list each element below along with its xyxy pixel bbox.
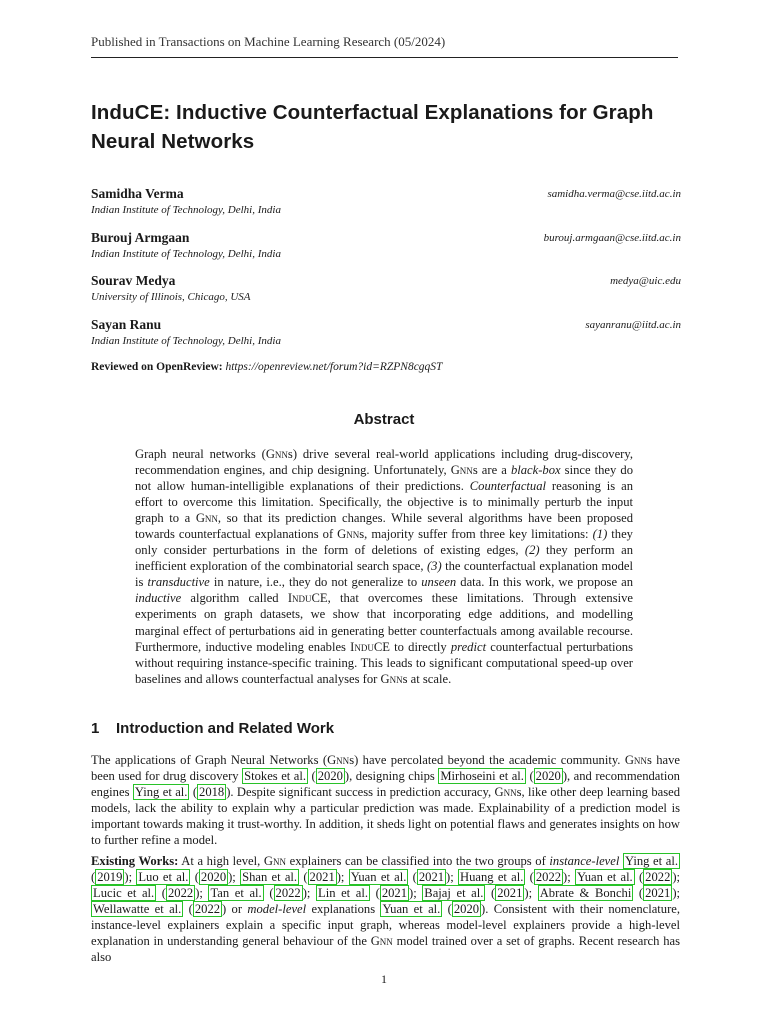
author-block	[91, 273, 681, 303]
body-text: s, like other deep learning based models, lack the ability to explain why a particular prediction was made. Explainability of a prediction model is important towards making it trust-worthy. In addition, it sheds light on potential flaws and generates insights on how to further refine a model.	[91, 785, 681, 848]
body-text: (	[189, 785, 198, 800]
abstract-text: , that overcomes these limitations. Through extensive experiments on graph datasets, we show that incorporating edge additions, and modelling marginal effect of perturbations aid in generating better counterfactuals among available recourse. Furthermore, inductive modeling enables	[135, 591, 633, 654]
paper-title: InduCE: Inductive Counterfactual Explanations for Graph Neural Networks	[91, 101, 654, 153]
body-text: . Consistent with their nomenclature, instance-level explainers explain a specific input graph, whereas model-level explainers provide a high-level explanation in understanding general behaviour of the	[91, 902, 681, 949]
author-affiliation: Indian Institute of Technology, Delhi, India	[91, 335, 281, 347]
author-affiliation: Indian Institute of Technology, Delhi, India	[91, 248, 281, 260]
section-heading	[91, 720, 334, 737]
abstract-text: s, majority suffer from three key limitations:	[359, 527, 593, 542]
emphasis-text: inductive	[135, 591, 182, 606]
gnn-acronym: Gnn	[327, 753, 350, 767]
citation-year-link[interactable]: 2019	[97, 870, 123, 885]
abstract-text: s are a	[472, 463, 511, 478]
header-rule	[91, 57, 678, 58]
section-title-text: Introduction and Related Work	[116, 720, 335, 737]
review-label: Reviewed on OpenReview:	[91, 361, 223, 373]
abstract-text: reasoning is an effort to overcome this limitation. Specifically, the objective is to minimally perturb the input graph to a	[135, 479, 633, 526]
paragraph-label: Existing Works:	[91, 854, 179, 868]
page-number: 1	[381, 972, 387, 986]
body-text: explanations	[306, 902, 381, 917]
author-affiliation: Indian Institute of Technology, Delhi, India	[91, 204, 281, 216]
body-text: The applications of Graph Neural Networks (	[91, 753, 328, 767]
author-email[interactable]: medya@uic.edu	[610, 275, 681, 287]
body-text: or	[226, 902, 248, 917]
citation-year-link[interactable]: 2022	[194, 902, 221, 917]
citation-link[interactable]: Stokes et al.	[244, 769, 307, 784]
author-email[interactable]: samidha.verma@cse.iitd.ac.in	[547, 188, 681, 200]
gnn-acronym: Gnn	[265, 447, 288, 461]
emphasis-text: model-level	[247, 902, 307, 917]
author-name: Samidha Verma	[91, 186, 184, 201]
gnn-acronym: Gnn	[337, 527, 360, 542]
gnn-acronym: Gnn	[450, 463, 473, 478]
emphasis-text: unseen	[421, 575, 457, 590]
abstract-text: Graph neural networks (	[135, 447, 266, 461]
citation-year-link[interactable]: 2021	[645, 886, 671, 901]
citation-year-link[interactable]: 2018	[199, 785, 225, 800]
body-text: (	[525, 769, 534, 784]
citation-year-link[interactable]: 2022	[535, 870, 562, 885]
abstract-text: since they do not allow human-intelligible explanations of their predictions.	[135, 463, 633, 494]
abstract-heading: Abstract	[353, 411, 415, 428]
existing-works-paragraph: Existing Works: At a high level, Gnn explainers can be classified into the two groups of instance-level Ying et al. ( 2019 ); Luo et al. ( 2020 ); Shan et al. ( 2021 ); Yuan et al. ( 2021 ); Huang et al. ( 2022 ); Yuan et al. ( 2022 ); Lucic et al. ( 2022 ); Tan et al. ( 2022 ); Lin et al. ( 2021 ); Bajaj et al. ( 2021 ); Abrate & Bonchi ( 2021 ); Wellawatte et al. ( 2022 ) or model-level explanations Yuan et al. ( 2020 ). Consistent with their nomenclature, instance-level explainers explain a specific input graph, whereas model-level explainers provide a high-level explanation in understanding general behaviour of the Gnn model trained over a set of graphs. Recent research has also	[91, 854, 681, 965]
emphasis-text: (1)	[592, 527, 608, 542]
abstract-text: to directly	[389, 639, 451, 654]
citation-link[interactable]: Lin et al.	[318, 886, 369, 901]
review-url-link[interactable]: https://openreview.net/forum?id=RZPN8cgqST	[225, 361, 443, 373]
citation-link[interactable]: Ying et al.	[134, 785, 188, 800]
emphasis-text: instance-level	[549, 854, 620, 868]
citation-link[interactable]: Yuan et al.	[350, 870, 407, 885]
gnn-acronym: Gnn	[195, 511, 218, 526]
openreview-line	[91, 361, 442, 373]
gnn-acronym: Gnn	[624, 753, 647, 767]
gnn-acronym: Gnn	[263, 854, 287, 868]
citation-year-link[interactable]: 2021	[309, 870, 335, 885]
intro-paragraph	[91, 752, 680, 848]
body-text: ), designing chips	[344, 769, 439, 784]
body-text: (	[308, 769, 316, 784]
author-name: Sayan Ranu	[91, 317, 162, 332]
citation-link[interactable]: Ying et al.	[624, 854, 678, 868]
citation-link[interactable]: Shan et al.	[242, 870, 298, 885]
citation-link[interactable]: Yuan et al.	[577, 870, 633, 885]
citation-year-link[interactable]: 2020	[317, 769, 343, 784]
body-text: s) have percolated beyond the academic community.	[349, 753, 625, 767]
method-name: InduCE	[350, 639, 390, 654]
body-text: explainers can be classified into the two groups of	[286, 854, 550, 868]
abstract-text: they only consider perturbations in the form of deletions of existing edges,	[135, 527, 633, 558]
emphasis-text: predict	[450, 639, 487, 654]
author-name: Sourav Medya	[91, 273, 176, 288]
emphasis-text: Counterfactual	[469, 479, 547, 494]
citation-link[interactable]: Bajaj et al.	[424, 886, 484, 901]
body-text: ). Despite significant success in prediction accuracy,	[226, 785, 495, 800]
author-email[interactable]: sayanranu@iitd.ac.in	[585, 319, 681, 331]
body-text: ), and recommendation engines	[91, 769, 680, 800]
author-affiliation: University of Illinois, Chicago, USA	[91, 291, 251, 303]
body-text: s have been used for drug discovery	[91, 753, 680, 784]
method-name: InduCE	[287, 591, 328, 606]
emphasis-text: (2)	[524, 543, 540, 558]
section-number: 1	[91, 720, 100, 737]
gnn-acronym: Gnn	[494, 785, 517, 800]
abstract-text: , so that its prediction changes. While several algorithms have been proposed towards counterfactual explanations of	[135, 511, 633, 542]
citation-year-link[interactable]: 2022	[645, 870, 671, 885]
emphasis-text: transductive	[147, 575, 210, 590]
emphasis-text: (3)	[426, 559, 442, 574]
citation-link[interactable]: Wellawatte et al.	[93, 902, 182, 917]
emphasis-text: black-box	[510, 463, 561, 478]
citation-link[interactable]: Lucic et al.	[93, 886, 155, 901]
citation-year-link[interactable]: 2022	[168, 886, 194, 901]
citation-year-link[interactable]: 2021	[381, 886, 407, 901]
abstract-text: s at scale.	[402, 671, 452, 686]
abstract-text: in nature, i.e., they do not generalize to	[209, 575, 422, 590]
citation-year-link[interactable]: 2021	[418, 870, 445, 885]
abstract-text: counterfactual perturbations without requiring instance-specific training. This leads to significant computational speed-up over baselines and allows counterfactual analyses for	[135, 639, 633, 686]
citation-year-link[interactable]: 2020	[453, 902, 480, 917]
body-text: model trained over a set of graphs. Recent research has also	[91, 934, 680, 965]
running-header: Published in Transactions on Machine Learning Research (05/2024)	[91, 34, 446, 49]
gnn-acronym: Gnn	[370, 934, 393, 949]
author-email[interactable]: burouj.armgaan@cse.iitd.ac.in	[543, 232, 681, 244]
abstract-text: data. In this work, we propose an	[456, 575, 633, 590]
citation-link[interactable]: Huang et al.	[460, 870, 524, 885]
author-block	[91, 317, 681, 347]
citation-link[interactable]: Luo et al.	[138, 870, 189, 885]
author-block	[91, 186, 681, 216]
body-text: At a high level,	[178, 854, 264, 868]
abstract-text: algorithm called	[181, 591, 288, 606]
citation-year-link[interactable]: 2021	[497, 886, 523, 901]
citation-year-link[interactable]: 2020	[200, 870, 227, 885]
abstract-text: s) drive several real-world applications including drug-discovery, recommendation engines, and chip designing. Unfortunately,	[135, 447, 633, 478]
abstract-text: they perform an inefficient exploration of the combinatorial search space,	[135, 543, 633, 574]
abstract-body	[135, 446, 633, 687]
author-name: Burouj Armgaan	[91, 230, 190, 245]
author-block	[91, 230, 681, 260]
citation-link[interactable]: Yuan et al.	[382, 902, 441, 917]
citation-year-link[interactable]: 2022	[275, 886, 301, 901]
citation-link[interactable]: Mirhoseini et al.	[440, 769, 524, 784]
gnn-acronym: Gnn	[380, 671, 403, 686]
citation-year-link[interactable]: 2020	[535, 769, 561, 784]
citation-link[interactable]: Abrate & Bonchi	[539, 886, 632, 901]
abstract-text: the counterfactual explanation model is	[135, 559, 633, 590]
citation-link[interactable]: Tan et al.	[210, 886, 262, 901]
